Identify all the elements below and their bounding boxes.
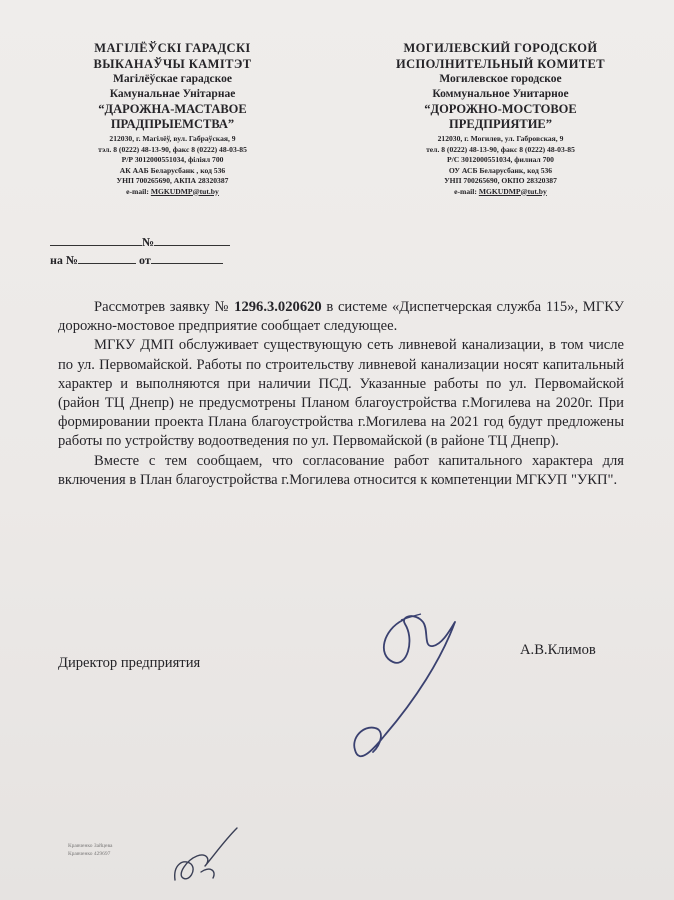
bank-name: ОУ АСБ Беларусбанк, код 536: [448, 165, 553, 175]
bank-account: Р/С 3012000551034, филиал 700: [447, 155, 554, 164]
on-number-label: на №: [50, 253, 78, 267]
enterprise-line1: Магілёўскае гарадское: [113, 73, 232, 85]
address: 212030, г. Могилев, ул. Габровская, 9: [437, 134, 564, 143]
org-name-line1: МОГИЛЕВСКИЙ ГОРОДСКОЙ: [403, 41, 598, 55]
email-label: e-mail:: [454, 186, 479, 196]
org-name-line1: МАГІЛЁЎСКІ ГАРАДСКІ: [94, 41, 251, 55]
executor-note: [68, 842, 112, 858]
org-name-line2: ВЫКАНАЎЧЫ КАМІТЭТ: [93, 57, 252, 71]
email-link[interactable]: MGKUDMP@tut.by: [150, 186, 219, 196]
letterhead-belarusian: [40, 40, 305, 197]
phone: тел. 8 (0222) 48-13-90, факс 8 (0222) 48-03-85: [426, 144, 575, 154]
outgoing-number-line: [50, 234, 230, 250]
executor-line2: Кравченко 429697: [68, 851, 111, 857]
from-label: от: [138, 253, 151, 267]
bank-name: АК ААБ Беларусбанк , код 536: [119, 165, 226, 175]
letterhead-russian: [358, 40, 643, 197]
email-label: e-mail:: [126, 186, 151, 196]
enterprise-line4: ПРАДПРЫЕМСТВА”: [110, 117, 235, 131]
blank-line: [154, 234, 230, 246]
executor-line1: Кравченко Зайцева: [68, 843, 113, 849]
enterprise-line2: Коммунальное Унитарное: [432, 88, 569, 100]
paragraph-3: Вместе с тем сообщаем, что согласование работ капитального характера для включения в План благоустройства г.Могилева относится к компетенции МГКУП "УКП".: [58, 452, 624, 488]
blank-line: [78, 252, 136, 264]
director-signature: [345, 600, 495, 770]
tax-id: УНП 700265690, АКПА 28320387: [116, 176, 229, 185]
phone: тэл. 8 (0222) 48-13-90, факс 8 (0222) 48-03-85: [98, 144, 247, 154]
email-line: [40, 187, 305, 198]
number-sign: №: [142, 235, 155, 249]
email-line: [358, 187, 643, 198]
org-name-line2: ИСПОЛНИТЕЛЬНЫЙ КОМИТЕТ: [395, 57, 606, 71]
director-position: Директор предприятия: [58, 655, 201, 671]
p1-text-start: Рассмотрев заявку №: [94, 299, 235, 315]
p1-text-end: в системе «Диспетчерская служба 115», МГКУ дорожно-мостовое предприятие сообщает следующее.: [58, 299, 624, 335]
enterprise-line2: Камунальнае Унітарнае: [109, 88, 236, 100]
paragraph-1: [58, 298, 624, 336]
blank-line: [151, 252, 223, 264]
enterprise-line1: Могилевское городское: [439, 73, 562, 85]
address: 212030, г. Магілёў, вул. Габраўская, 9: [109, 134, 236, 143]
executor-signature: [165, 820, 245, 890]
director-name: А.В.Климов: [520, 642, 596, 658]
tax-id: УНП 700265690, ОКПО 28320387: [444, 176, 557, 185]
enterprise-line3: “ДОРОЖНО-МОСТОВОЕ: [424, 102, 577, 116]
enterprise-line4: ПРЕДПРИЯТИЕ”: [448, 117, 553, 131]
blank-line: [50, 234, 142, 246]
email-link[interactable]: MGKUDMP@tut.by: [478, 186, 547, 196]
paragraph-2: МГКУ ДМП обслуживает существующую сеть ливневой канализации, в том числе по ул. Первомайской. Работы по строительству ливневой канализации носят капитальный характер и выполняются при наличии ПСД. Указанные работы по ул. Первомайской (район ТЦ Днепр) не предусмотрены Планом благоустройства г.Могилева на 2020г. При формировании проекта Плана благоустройства г.Могилева на 2021 год будут предложены работы по устройству водоотведения по ул. Первомайской (в районе ТЦ Днепр).: [58, 337, 624, 450]
letter-body: [58, 298, 624, 490]
incoming-number-line: [50, 252, 223, 268]
request-number: 1296.3.020620: [234, 299, 322, 315]
bank-account: Р/Р 3012000551034, філіял 700: [121, 155, 224, 164]
enterprise-line3: “ДАРОЖНА-МАСТАВОЕ: [98, 102, 247, 116]
